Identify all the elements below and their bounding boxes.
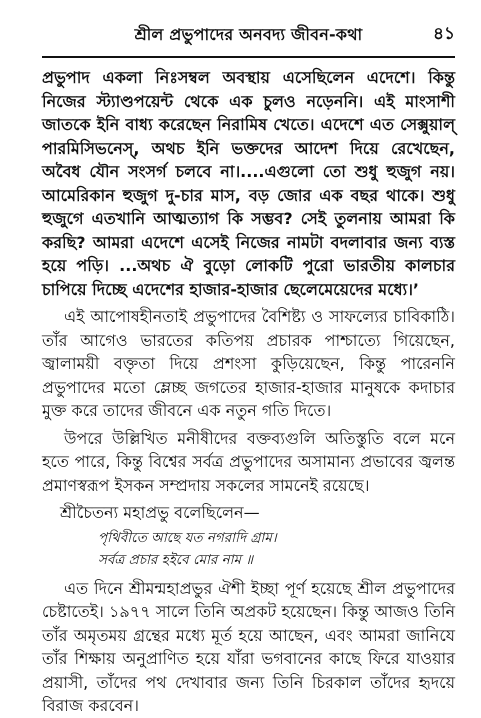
body-paragraph: এই আপোষহীনতাই প্রভুপাদের বৈশিষ্ট্য ও সাফল্যের চাবিকাঠি। তাঁর আগেও ভারতের কতিপয় প্রচারক পাশ্চাত্যে গিয়েছেন, জ্বালাময়ী বক্তৃতা দিয়ে প্রশংসা কুড়িয়েছেন, কিন্তু পারেননি প্রভুপাদের মতো ম্লেচ্ছ জগতের হাজার-হাজার মানুষকে কদাচার মুক্ত করে তাদের জীবনে এক নতুন গতি দিতে। bbox=[42, 307, 455, 420]
body-paragraph: উপরে উল্লিখিত মনীষীদের বক্তব্যগুলি অতিস্তুতি বলে মনে হতে পারে, কিন্তু বিশ্বের সর্বত্র প্রভুপাদের অসামান্য প্রভাবের জ্বলন্ত প্রমাণস্বরূপ ইসকন সম্প্রদায় সকলের সামনেই রয়েছে। bbox=[42, 428, 455, 495]
closing-paragraph: এত দিনে শ্রীমন্মহাপ্রভুর ঐশী ইচ্ছা পূর্ণ হয়েছে শ্রীল প্রভুপাদের চেষ্টাতেই। ১৯৭৭ সালে তিনি অপ্রকট হয়েছেন। কিন্তু আজও তিনি তাঁর অমৃতময় গ্রন্থের মধ্যে মূর্ত হয়ে আছেন, এবং আমরা জানিযে তাঁর শিক্ষায় অনুপ্রাণিত হয়ে যাঁরা ভগবানের কাছে ফিরে যাওয়ার প্রয়াসী, তাঁদের পথ দেখাবার জন্য তিনি চিরকাল তাঁদের হৃদয়ে বিরাজ করবেন। bbox=[42, 578, 455, 715]
quote-paragraph: প্রভুপাদ একলা নিঃসম্বল অবস্থায় এসেছিলেন এদেশে। কিন্তু নিজের স্ট্যাণ্ডপয়েন্ট থেকে এক চুলও নড়েননি। এই মাংসাশী জাতকে ইনি বাধ্য করেছেন নিরামিষ খেতে। এদেশে এত সেক্সুয়াল্ পারমিসিভনেস্, অথচ ইনি ভক্তদের আদেশ দিয়ে রেখেছেন, অবৈধ যৌন সংসর্গ চলবে না।....এগুলো তো শুধু হুজুগ নয়। আমেরিকান হুজুগ দু-চার মাস, বড় জোর এক বছর থাকে। শুধু হুজুগে এতখানি আত্মত্যাগ কি সম্ভব? সেই তুলনায় আমরা কি করছি? আমরা এদেশে এসেই নিজের নামটা বদলাবার জন্য ব্যস্ত হয়ে পড়ি। ...অথচ ঐ বুড়ো লোকটি পুরো ভারতীয় কালচার চাপিয়ে দিচ্ছে এদেশের হাজার-হাজার ছেলেমেয়েদের মধ্যে।’ bbox=[42, 68, 455, 299]
verse-line: পৃথিবীতে আছে যত নগরাদি গ্রাম। bbox=[98, 529, 277, 546]
verse-line: সর্বত্র প্রচার হইবে মোর নাম ॥ bbox=[98, 551, 253, 568]
page-number: ৪১ bbox=[432, 24, 455, 44]
verse-intro: শ্রীচৈতন্য মহাপ্রভু বলেছিলেন— bbox=[60, 503, 260, 522]
page-header bbox=[42, 18, 455, 58]
running-title: শ্রীল প্রভুপাদের অনবদ্য জীবন-কথা bbox=[134, 25, 363, 44]
verse-block bbox=[42, 527, 455, 571]
